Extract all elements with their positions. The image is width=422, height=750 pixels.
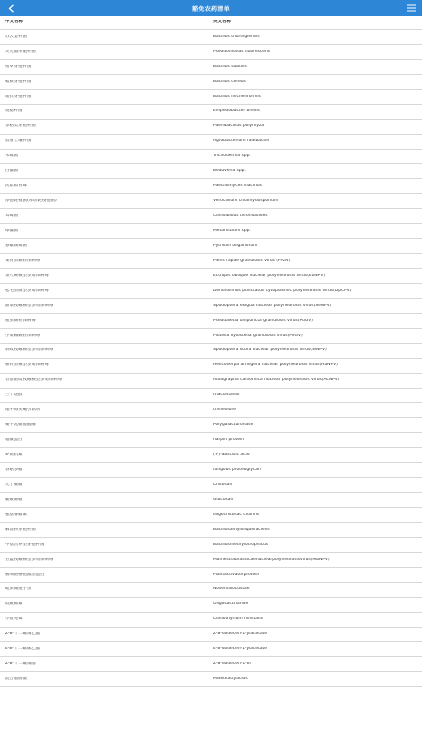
- table-row: [0, 239, 422, 254]
- cell-english-name: Z-8-dodecen-1-ylacetate: [213, 632, 268, 637]
- table-row: [0, 642, 422, 657]
- menu-button[interactable]: [404, 0, 418, 16]
- table-row: [0, 209, 422, 224]
- cell-english-name: Polygalacturonase: [213, 423, 254, 428]
- cell-chinese-name: 蜡质芽孢杆菌: [5, 79, 32, 84]
- cell-chinese-name: 地衣芽孢杆菌: [5, 94, 32, 99]
- cell-chinese-name: 短稳杆菌: [5, 109, 23, 114]
- cell-chinese-name: 枯草芽孢杆菌: [5, 64, 32, 69]
- cell-english-name: Bacillusmethylotrophicus: [213, 542, 269, 547]
- cell-english-name: Mamestrabrassicaenuclearpolyhedrosisvirus(MbNPV): [213, 557, 330, 562]
- table-body: [0, 30, 422, 687]
- cell-chinese-name: 寡雄腐霉菌: [5, 243, 27, 248]
- cell-chinese-name: 松毛虫质型多角体病毒: [5, 288, 49, 293]
- cell-english-name: Plantactivatorprotein: [213, 572, 260, 577]
- cell-chinese-name: 厚孢轮枝菌(厚垣轮枝孢菌): [5, 199, 57, 204]
- cell-english-name: Bacillus subtilis: [213, 64, 247, 69]
- cell-english-name: Conidiblous thromboides: [213, 214, 268, 219]
- cell-chinese-name: 放射土壤杆菌: [5, 139, 32, 144]
- table-row: [0, 120, 422, 135]
- cell-chinese-name: S-诱抗素: [5, 453, 23, 458]
- cell-chinese-name: 绿僵菌: [5, 228, 19, 233]
- cell-english-name: triacontanol: [213, 393, 240, 398]
- cell-english-name: Z-8-dodecen-1-ol: [213, 662, 251, 667]
- table-row: [0, 60, 422, 75]
- table-row: [0, 254, 422, 269]
- table-row: [0, 224, 422, 239]
- cell-english-name: Pieris rapae granulosis virus (PrGV): [213, 258, 291, 263]
- cell-english-name: Nosemalocustae: [213, 587, 250, 592]
- table-row: [0, 269, 422, 284]
- cell-english-name: Plutella xylostella granulosis virus(PxGV): [213, 333, 303, 338]
- cell-chinese-name: 蝗虫微孢子虫: [5, 587, 32, 592]
- cell-chinese-name: 白僵菌: [5, 169, 19, 174]
- table-row: [0, 45, 422, 60]
- table-row: [0, 523, 422, 538]
- cell-english-name: Paenibacillus polymyza: [213, 124, 265, 129]
- cell-english-name: harpin protein: [213, 438, 245, 443]
- cell-chinese-name: 地中海实蝇引诱剂: [5, 408, 41, 413]
- header-english-name: 英文名称: [213, 20, 231, 25]
- cell-chinese-name: 解淀粉芽孢杆菌: [5, 527, 36, 532]
- cell-english-name: Bacillus thuringiensis: [213, 34, 260, 39]
- cell-chinese-name: 荧光假单胞杆菌: [5, 49, 36, 54]
- chevron-left-icon: [8, 4, 15, 13]
- table-row: [0, 672, 422, 687]
- cell-english-name: oligochitosac charins: [213, 512, 260, 517]
- cell-chinese-name: 茶尺蠖核型多角体病毒: [5, 273, 49, 278]
- cell-chinese-name: 小菜蛾颗粒体病毒: [5, 333, 41, 338]
- table-row: [0, 75, 422, 90]
- table-row: [0, 164, 422, 179]
- cell-english-name: fungous proteoglycan: [213, 467, 261, 472]
- cell-chinese-name: 棉铃虫核型多角体病毒: [5, 363, 49, 368]
- cell-english-name: Mixedfattyacids: [213, 677, 248, 682]
- table-row: [0, 478, 422, 493]
- table-row: [0, 314, 422, 329]
- table-row: [0, 194, 422, 209]
- cell-english-name: Spodoptera litura nuclear polyhedrosis virus(SlNPV): [213, 348, 327, 353]
- cell-chinese-name: 甜菜夜蛾核型多角体病毒: [5, 303, 54, 308]
- cell-chinese-name: 葡聚烯糖: [5, 497, 23, 502]
- cell-chinese-name: 甲基营养型芽孢杆菌: [5, 542, 45, 547]
- cell-english-name: Ectropis oblique nuclear polyhedrosis virus(EoNPV): [213, 273, 326, 278]
- cell-chinese-name: 香菇多糖: [5, 467, 23, 472]
- table-row: [0, 657, 422, 672]
- cell-english-name: Empedobacter brevis: [213, 109, 260, 114]
- cell-chinese-name: 甘蓝夜蛾核型多角体病毒: [5, 557, 54, 562]
- cell-english-name: Coniothyrium minitans: [213, 617, 264, 622]
- cell-english-name: Agrobacterium radibacter: [213, 139, 270, 144]
- cell-chinese-name: 木霉菌: [5, 154, 19, 159]
- cell-chinese-name: 多粘类芽孢杆菌: [5, 124, 36, 129]
- cell-english-name: E-8-dodecen-1-ylacetate: [213, 647, 267, 652]
- page-title: 豁免农药清单: [192, 5, 230, 13]
- table-row: [0, 433, 422, 448]
- table-row: [0, 628, 422, 643]
- table-row: [0, 403, 422, 418]
- cell-english-name: Spodoptera exigua nuclear polyhedrosis virus(SeNPV): [213, 303, 332, 308]
- cell-english-name: Bacillusamyloliquefaciens: [213, 527, 270, 532]
- cell-english-name: Bacillus linchenformis: [213, 94, 261, 99]
- cell-english-name: Autographa californica nuclear polyhedrosis virus(AcNPV): [213, 378, 340, 383]
- table-row: [0, 538, 422, 553]
- table-row: [0, 179, 422, 194]
- cell-chinese-name: 混合脂肪酸: [5, 677, 27, 682]
- cell-chinese-name: 苏云金杆菌: [5, 34, 27, 39]
- table-row: [0, 568, 422, 583]
- cell-english-name: Glucosan: [213, 497, 234, 502]
- cell-chinese-name: 苜蓿银纹夜蛾核型多角体病毒: [5, 378, 63, 383]
- table-row: [0, 105, 422, 120]
- table-row: [0, 30, 422, 45]
- cell-english-name: Verticillium chlamydosporium: [213, 199, 279, 204]
- cell-english-name: Helicoverpa armigera nuclear polyhedrosis virus(HaNPV): [213, 363, 338, 368]
- table-header: [0, 16, 422, 30]
- table-row: [0, 344, 422, 359]
- back-button[interactable]: [3, 0, 19, 16]
- table-row: [0, 374, 422, 389]
- table-row: [0, 135, 422, 150]
- table-row: [0, 359, 422, 374]
- header-chinese-name: 中文名称: [5, 20, 23, 25]
- hamburger-menu-icon: [407, 4, 416, 12]
- table-row: [0, 418, 422, 433]
- cell-english-name: Oligosaccharide: [213, 602, 249, 607]
- cell-english-name: Pseudaletia unipuncta granulosis virus(PuGV): [213, 318, 313, 323]
- table-row: [0, 583, 422, 598]
- table-row: [0, 448, 422, 463]
- table-row: [0, 463, 422, 478]
- pesticide-table: [0, 16, 422, 687]
- table-row: [0, 90, 422, 105]
- cell-chinese-name: 小盾壳霉: [5, 617, 23, 622]
- cell-english-name: Beauveria spp.: [213, 169, 246, 174]
- cell-chinese-name: 氨基寡糖素: [5, 512, 27, 517]
- table-row: [0, 553, 422, 568]
- table-row: [0, 284, 422, 299]
- cell-english-name: Metarhizium spp.: [213, 228, 251, 233]
- cell-english-name: (+)-abscisic acid: [213, 453, 250, 458]
- cell-english-name: Bacillus cereus: [213, 79, 246, 84]
- cell-chinese-name: 耳霉菌: [5, 214, 19, 219]
- cell-english-name: Chitosan: [213, 482, 233, 487]
- cell-chinese-name: E-8-十二碳烯乙酯: [5, 647, 41, 652]
- cell-english-name: Trichoderma spp.: [213, 154, 251, 159]
- cell-chinese-name: 低聚糖素: [5, 602, 23, 607]
- cell-english-name: Pythium oligandrum: [213, 243, 258, 248]
- cell-english-name: trimedlure: [213, 408, 236, 413]
- cell-chinese-name: Z-8-十二碳烯醇: [5, 662, 36, 667]
- nav-bar: [0, 0, 422, 16]
- cell-chinese-name: Z-8-十二碳烯乙酯: [5, 632, 41, 637]
- cell-chinese-name: 淡紫拟青霉: [5, 184, 27, 189]
- cell-chinese-name: 斜纹夜蛾核型多角体病毒: [5, 348, 54, 353]
- table-row: [0, 150, 422, 165]
- table-row: [0, 493, 422, 508]
- table-row: [0, 613, 422, 628]
- cell-chinese-name: 几丁聚糖: [5, 482, 23, 487]
- table-row: [0, 299, 422, 314]
- cell-english-name: Dendrolimus punctatus cytoplasmic polyhedrosis virus(DpCPV): [213, 288, 352, 293]
- cell-chinese-name: 三十烷醇: [5, 393, 23, 398]
- table-row: [0, 508, 422, 523]
- table-row: [0, 329, 422, 344]
- cell-chinese-name: 超敏蛋白: [5, 438, 23, 443]
- table-row: [0, 389, 422, 404]
- cell-chinese-name: 粘虫颗粒体病毒: [5, 318, 36, 323]
- cell-english-name: Paecilomyces lilacinus: [213, 184, 262, 189]
- table-row: [0, 598, 422, 613]
- cell-english-name: Pseudomonas fluorescens: [213, 49, 271, 54]
- cell-chinese-name: 菜青虫颗粒体病毒: [5, 258, 41, 263]
- cell-chinese-name: 极细链格孢激活蛋白: [5, 572, 45, 577]
- cell-chinese-name: 聚半乳糖醛酸酶: [5, 423, 36, 428]
